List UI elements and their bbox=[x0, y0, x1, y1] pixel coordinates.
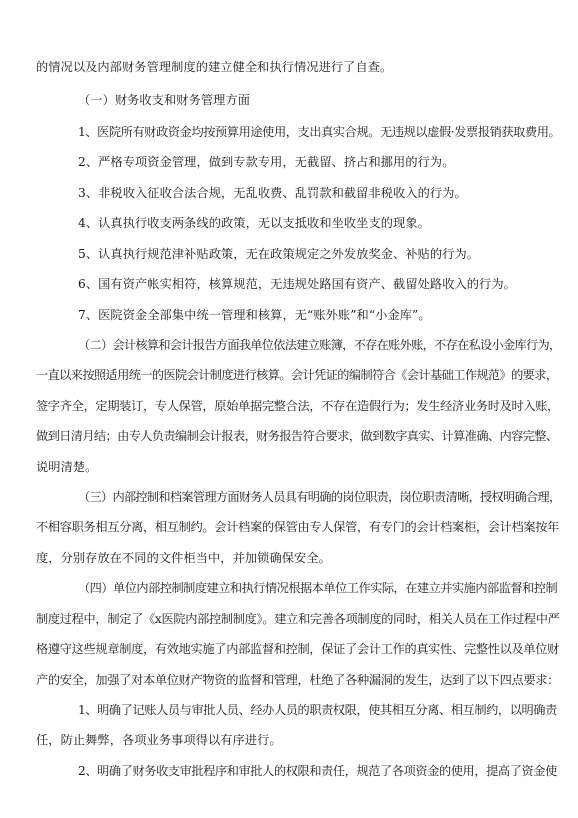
section-heading-1: （一）财务收支和财务管理方面 bbox=[78, 93, 251, 107]
section-4-line-4: 产的安全，加强了对本单位财产物资的监督和管理，杜绝了各种漏洞的发生，达到了以下四点要求： bbox=[36, 673, 560, 687]
list-item-6: 6、国有资产帐实相符，核算规范，无违规处路国有资产、截留处路收入的行为。 bbox=[78, 277, 516, 291]
list-item-7: 7、医院资金全部集中统一管理和核算，无“账外账”和“小金库”。 bbox=[78, 308, 431, 322]
list-item-5: 5、认真执行规范津补贴政策，无在政策规定之外发放奖金、补贴的行为。 bbox=[78, 247, 480, 261]
section-4-line-2: 制度过程中，制定了《x医院内部控制制度》。建立和完善各项制度的同时，相关人员在工作过程中严 bbox=[36, 612, 560, 626]
section-3-line-2: 不相容职务相互分离，相互制约。会计档案的保管由专人保管，有专门的会计档案柜，会计档案按年 bbox=[36, 520, 560, 534]
section-4-line-3: 格遵守这些规章制度，有效地实施了内部监督和控制，保证了会计工作的真实性、完整性以及单位财 bbox=[36, 642, 560, 656]
list-item-1: 1、医院所有财政资金均按预算用途使用，支出真实合规。无违规以虚假·发票报销获取费用。 bbox=[78, 125, 561, 139]
paragraph-intro-line: 的情况以及内部财务管理制度的建立健全和执行情况进行了自查。 bbox=[36, 60, 393, 74]
section-3-line-3: 度，分别存放在不同的文件柜当中，并加锁确保安全。 bbox=[36, 551, 331, 565]
requirement-1-line-1: 1、明确了记账人员与审批人员、经办人员的职责权限，使其相互分离、相互制约，以明确责 bbox=[78, 703, 557, 717]
section-3-line-1: （三）内部控制和档案管理方面财务人员具有明确的岗位职责，岗位职责清晰，授权明确合理， bbox=[78, 490, 561, 504]
section-2-line-5: 说明清楚。 bbox=[36, 460, 98, 474]
requirement-2-line-1: 2、明确了财务收支审批程序和审批人的权限和责任，规范了各项资金的使用，提高了资金使 bbox=[78, 764, 557, 778]
requirement-1-line-2: 任，防止舞弊，各项业务事项得以有序进行。 bbox=[36, 733, 282, 747]
section-2-line-1: （二）会计核算和会计报告方面我单位依法建立账簿，不存在账外账，不存在私设小金库行为， bbox=[78, 338, 561, 352]
section-2-line-4: 做到日清月结；由专人负责编制会计报表，财务报告符合要求，做到数字真实、计算准确、内容完整、 bbox=[36, 429, 558, 443]
list-item-3: 3、非税收入征收合法合规，无乱收费、乱罚款和截留非税收入的行为。 bbox=[78, 186, 467, 200]
list-item-2: 2、严格专项资金管理，做到专款专用，无截留、挤占和挪用的行为。 bbox=[78, 155, 455, 169]
list-item-4: 4、认真执行收支两条线的政策，无以支抵收和坐收坐支的现象。 bbox=[78, 216, 430, 230]
section-4-line-1: （四）单位内部控制制度建立和执行情况根据本单位工作实际，在建立并实施内部监督和控制 bbox=[78, 581, 558, 595]
section-2-line-3: 签字齐全，定期装订，专人保管，原始单据完整合法，不存在造假行为；发生经济业务时及时入账， bbox=[36, 399, 560, 413]
section-2-line-2: 一直以来按照适用统一的医院会计制度进行核算。会计凭证的编制符合《会计基础工作规范》的要求， bbox=[36, 368, 558, 382]
